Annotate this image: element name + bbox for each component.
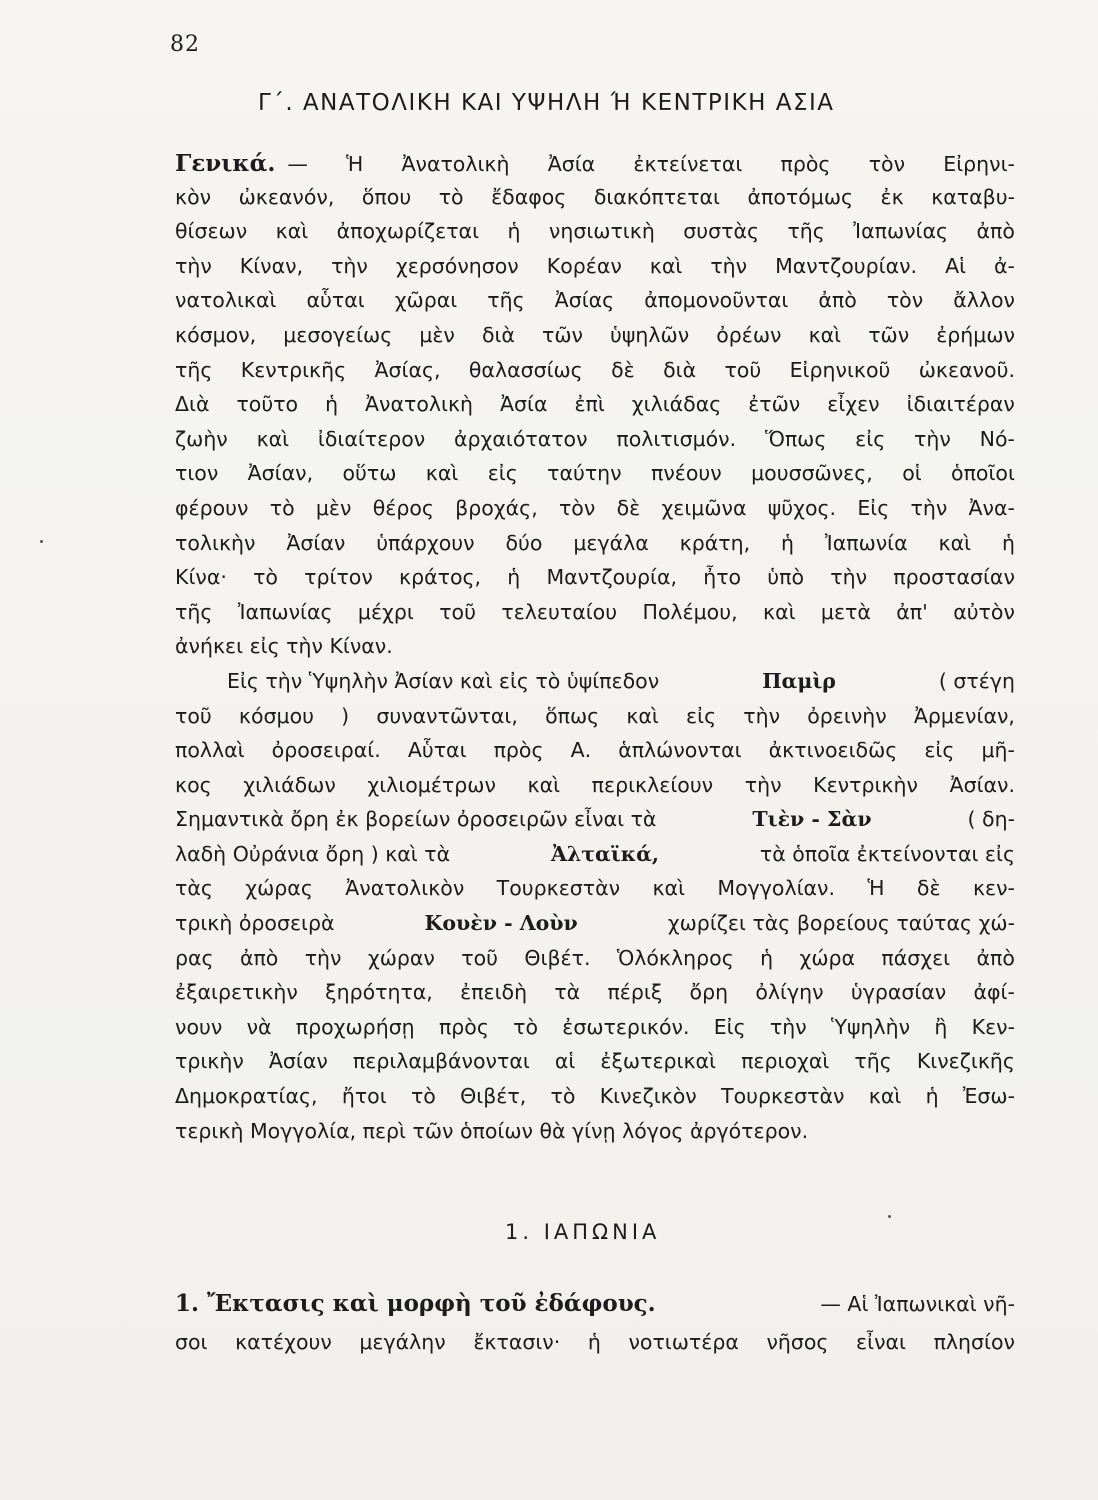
word: χῶραι (394, 288, 458, 313)
word: περιοχαὶ (741, 1049, 830, 1074)
word: περιλαμβάνονται (352, 1049, 530, 1074)
text-line (175, 1330, 1015, 1370)
word: Ἰαπωνία (824, 530, 908, 555)
word: ἔκτασιν· (473, 1330, 561, 1354)
text-fragment: ( στέγη (938, 668, 1015, 693)
word: ἡ (781, 530, 795, 555)
word: καὶ (652, 876, 686, 901)
word: ἰδιαίτερον (317, 426, 426, 451)
word: καὶ (527, 772, 561, 797)
word: Εἰρηνι- (943, 152, 1015, 176)
word: νατολικαὶ (175, 288, 277, 313)
word: Ἀσίαν (286, 530, 346, 555)
text-line (175, 219, 1015, 254)
word: Ἐσω- (962, 1084, 1015, 1109)
word: ἀ- (994, 253, 1015, 278)
text-line (175, 358, 1015, 393)
text-fragment: λαδὴ Οὐράνια ὄρη ) καὶ τὰ (175, 841, 451, 866)
word: τὸ (253, 565, 278, 590)
word: Μογγολίαν. (717, 876, 835, 901)
text-fragment: Σημαντικὰ ὄρη ἐκ βορείων ὀροσειρῶν εἶναι τὰ (175, 807, 657, 832)
word: ταύτην (547, 461, 622, 486)
word: Κινεζικὸν (599, 1084, 697, 1109)
word: μετὰ (820, 599, 871, 624)
scan-speck (40, 540, 43, 543)
word: τὸν (558, 495, 596, 520)
word: βροχάς, (455, 495, 538, 520)
word: ἄλλον (953, 288, 1015, 313)
word: καὶ (275, 219, 309, 244)
word: τρίτον (304, 565, 373, 590)
word: ὑγρασίαν (850, 980, 947, 1005)
word: μὲν (315, 495, 352, 520)
text-fragment: τρικὴ ὀροσειρὰ (175, 911, 335, 936)
word: πάσχει (881, 945, 951, 970)
word: τὴν (331, 253, 368, 278)
word: Τουρκεστὰν (721, 1084, 845, 1109)
word: πλησίον (933, 1330, 1015, 1354)
word: Ἡ (867, 876, 885, 901)
word: ἐκτείνεται (633, 152, 743, 176)
place-name-altai: Ἀλταϊκά, (550, 841, 660, 866)
word: θέρος (372, 495, 434, 520)
word: προστασίαν (893, 565, 1015, 590)
word: τοῦ (461, 945, 499, 970)
word: ὠκεανόν, (238, 184, 335, 209)
word: αὐτὸν (953, 599, 1015, 624)
word: ὁποῖοι (951, 461, 1015, 486)
word: ἐτῶν (748, 392, 801, 417)
word: ὀρέων (716, 322, 782, 347)
word: τὸ (513, 1014, 539, 1039)
word: ἡ (325, 392, 339, 417)
word: τοῦ (724, 357, 762, 382)
word: διὰ (663, 357, 697, 382)
word: μὲν (419, 322, 455, 347)
word: τολικὴν (175, 530, 256, 555)
text-line (175, 496, 1015, 531)
word: καὶ (938, 530, 972, 555)
word: αἱ (554, 1049, 576, 1074)
text-line (175, 704, 1015, 739)
word: ἐπὶ (574, 392, 605, 417)
word: θίσεων (175, 219, 248, 244)
word: ἐκ (880, 184, 904, 209)
word: Εἰς (713, 1014, 746, 1039)
word: καὶ (425, 461, 459, 486)
text-fragment: ( δη- (967, 807, 1015, 832)
word: ) (341, 703, 350, 728)
word: τὴν (304, 945, 342, 970)
word: τὰς (175, 876, 213, 901)
word: ὀροσειραί. (271, 738, 381, 763)
word: χερσόνησον (395, 253, 519, 278)
word: Κίνα· (175, 565, 227, 590)
subsection (175, 1290, 1015, 1370)
word: κόσμον, (175, 322, 257, 347)
word: τὴν (710, 253, 748, 278)
section-heading: 1. ΙΑΠΩΝΙΑ (505, 1220, 661, 1244)
word: πνέουν (651, 461, 722, 486)
word: Εἰρηνικοῦ (789, 357, 891, 382)
word: τὸ (269, 495, 295, 520)
word: τὸ (410, 1084, 436, 1109)
word: ἐσωτερικόν. (562, 1014, 690, 1039)
word: ἡ (760, 945, 774, 970)
word: ἡ (507, 219, 521, 244)
text-line (175, 461, 1015, 496)
word: διὰ (481, 322, 515, 347)
word: ὅπως (545, 703, 600, 728)
word: καὶ (808, 322, 842, 347)
word: Ἀσίας (554, 288, 615, 313)
word: Ἀσία (500, 392, 548, 417)
word: τῆς (854, 1049, 892, 1074)
text-line (175, 738, 1015, 773)
word: τιον (175, 461, 219, 486)
word: Τουρκεστὰν (496, 876, 621, 901)
word: τὴν (769, 1014, 807, 1039)
place-name-pamir: Παμὶρ (762, 668, 836, 693)
text-line (175, 876, 1015, 911)
word: μουσσῶνες, (751, 461, 873, 486)
word: αὗται (306, 288, 365, 313)
word: φέρουν (175, 495, 249, 520)
word: νουν (175, 1014, 223, 1039)
text-fragment: τὰ ὁποῖα ἐκτείνονται εἰς (759, 841, 1015, 866)
word: καὶ (626, 703, 659, 728)
word: Ἀνατολικὸν (345, 876, 465, 901)
word: Ἀσίαν, (247, 461, 314, 486)
word: Εἰς (857, 495, 890, 520)
word: Κίναν, (239, 253, 304, 278)
word: μεγάλα (573, 530, 649, 555)
word: μεγάλην (359, 1330, 446, 1354)
word: Ἀσίας, (374, 357, 441, 382)
body-text (175, 150, 1015, 1153)
word: πρὸς (780, 152, 831, 176)
word: εἰς (686, 703, 717, 728)
word: χιλιάδων (243, 772, 336, 797)
word: τῆς (175, 599, 213, 624)
word: χώρα (799, 945, 856, 970)
word: πολιτισμόν. (616, 426, 737, 451)
word: κατέχουν (235, 1330, 332, 1354)
word: ἦτο (703, 565, 742, 590)
word: τρικὴν (175, 1049, 244, 1074)
word: Δημοκρατίας, (175, 1084, 318, 1109)
word: τοῦτο (236, 392, 299, 417)
text-fragment: χωρίζει τὰς βορείους ταύτας χώ- (667, 911, 1015, 936)
text-line (175, 600, 1015, 635)
chapter-heading: Γ΄. ΑΝΑΤΟΛΙΚΗ ΚΑΙ ΥΨΗΛΗ Ή ΚΕΝΤΡΙΚΗ ΑΣΙΑ (258, 90, 835, 116)
word: τῶν (868, 322, 910, 347)
word: ἡ (507, 565, 521, 590)
word: μέχρι (357, 599, 414, 624)
word: περικλείουν (591, 772, 714, 797)
word: ἀπὸ (976, 219, 1015, 244)
text-line (175, 288, 1015, 323)
word: τὸ (550, 1084, 576, 1109)
word: Ἀσίαν. (949, 772, 1015, 797)
text-line (175, 807, 1015, 842)
word: Ἀνα- (968, 495, 1015, 520)
word: ἀποχωρίζεται (336, 219, 480, 244)
word: Κεντρικὴν (813, 772, 918, 797)
word: τοῦ (439, 599, 476, 624)
text-line (175, 1290, 1015, 1330)
word: προχωρήσῃ (295, 1014, 415, 1039)
word: κὸν (175, 184, 212, 209)
word: Κεντρικῆς (240, 357, 347, 382)
word: Ὑψηλὴν (830, 1014, 911, 1039)
word: ὑπάρχουν (376, 530, 475, 555)
word: πέριξ (607, 980, 663, 1005)
word: ὑπὸ (767, 565, 805, 590)
word: τοῦ (175, 703, 212, 728)
text-line (175, 1049, 1015, 1084)
word: ζωὴν (175, 426, 228, 451)
text-fragment: Εἰς τὴν Ὑψηλὴν Ἀσίαν καὶ εἰς τὸ ὑψίπεδον (227, 668, 660, 693)
word: Ἀνατολικὴ (401, 152, 510, 176)
word: τὴν (744, 772, 782, 797)
word: ἀπὸ (239, 945, 279, 970)
word: Αἱ (945, 253, 967, 278)
word: πρὸς (493, 738, 544, 763)
text-line (175, 946, 1015, 981)
word: Θιβέτ. (524, 945, 591, 970)
word: οἱ (902, 461, 922, 486)
word: σοι (175, 1330, 208, 1354)
word: ρας (175, 945, 214, 970)
word: τὴν (910, 495, 948, 520)
word: καὶ (762, 599, 796, 624)
word: ὀρεινὴν (807, 703, 887, 728)
word: — (287, 152, 308, 176)
word: νὰ (246, 1014, 272, 1039)
word: τὴν (914, 426, 951, 451)
word: καταβυ- (931, 184, 1015, 209)
word: τῆς (787, 219, 825, 244)
word: Αὗται (407, 738, 467, 763)
word: κος (175, 772, 212, 797)
word: κράτος, (399, 565, 482, 590)
word: καὶ (868, 1084, 902, 1109)
word: ἐξωτερικαὶ (600, 1049, 717, 1074)
word: Μαντζουρία, (546, 565, 677, 590)
word: ἁπλώνονται (618, 738, 742, 763)
text-line: ἀνήκει εἰς τὴν Κίναν. (175, 634, 393, 659)
word: συστὰς (683, 219, 760, 244)
word: Ἀσίαν (268, 1049, 328, 1074)
word: τὸν (868, 152, 906, 176)
word: πολλαὶ (175, 738, 245, 763)
word: διακόπτεται (593, 184, 720, 209)
word: Διὰ (175, 392, 210, 417)
word: δὲ (611, 357, 635, 382)
word: ὑψηλῶν (610, 322, 690, 347)
word: Κεν- (971, 1014, 1015, 1039)
text-line (175, 392, 1015, 427)
word: ἡ (587, 1330, 601, 1354)
text-line (175, 323, 1015, 358)
word: τῆς (487, 288, 525, 313)
word: Μαντζουρίαν. (775, 253, 918, 278)
word: μεσογείως (283, 322, 393, 347)
text-line (175, 669, 1015, 704)
word: κόσμου (238, 703, 314, 728)
word: ὄρη (689, 980, 729, 1005)
text-fragment: — Αἱ Ἰαπωνικαὶ νῆ- (820, 1292, 1015, 1316)
word: Α. (570, 738, 592, 763)
word: ἐρήμων (936, 322, 1015, 347)
word: Κορέαν (546, 253, 622, 278)
word: ἔδαφος (491, 184, 567, 209)
scan-speck (888, 1215, 891, 1218)
text-line (175, 531, 1015, 566)
word: Κινεζικῆς (916, 1049, 1015, 1074)
word: εἶναι (856, 1330, 906, 1354)
word: καὶ (256, 426, 290, 451)
word: τελευταίου (501, 599, 618, 624)
text-line (175, 150, 1015, 185)
word: τὴν (830, 565, 868, 590)
word: δὲ (616, 495, 641, 520)
word: πρὸς (438, 1014, 489, 1039)
word: ἀπὸ (818, 288, 857, 313)
word: νῆσος (766, 1330, 829, 1354)
word: ἀπομονοῦνται (644, 288, 789, 313)
word: Νό- (979, 426, 1015, 451)
word: ξηρότητα, (325, 980, 433, 1005)
place-name-kunlun: Κουὲν - Λοὺν (424, 911, 578, 936)
word: ἰδιαιτέραν (906, 392, 1015, 417)
subsection-title: 1. Ἔκτασις καὶ μορφὴ τοῦ ἐδάφους. (175, 1290, 656, 1317)
word: τῆς (175, 357, 213, 382)
word: Πολέμου, (642, 599, 738, 624)
word: χιλιομέτρων (367, 772, 496, 797)
word: δύο (505, 530, 543, 555)
lead-word: Γενικά. (175, 150, 276, 177)
word: Ἀνατολικὴ (365, 392, 474, 417)
word: νησιωτικὴ (548, 219, 655, 244)
text-line (175, 773, 1015, 808)
word: συναντῶνται, (376, 703, 518, 728)
word: ὠκεανοῦ. (918, 357, 1015, 382)
word: τὸν (886, 288, 924, 313)
text-line (175, 185, 1015, 220)
word: εἰς (855, 426, 886, 451)
word: ὅπου (361, 184, 412, 209)
word: νοτιωτέρα (628, 1330, 739, 1354)
text-line (175, 842, 1015, 877)
word: χιλιάδας (631, 392, 722, 417)
text-fragment (287, 152, 1015, 176)
page-number: 82 (170, 32, 200, 57)
word: ἤτοι (341, 1084, 387, 1109)
word: Ἰαπωνίας (853, 219, 949, 244)
word: Ἡ (346, 152, 364, 176)
word: τῶν (542, 322, 583, 347)
word: εἰς (924, 738, 955, 763)
text-line: τερικὴ Μογγολία, περὶ τῶν ὁποίων θὰ γίνῃ λόγος ἀργότερον. (175, 1118, 809, 1143)
word: ἀπὸ (976, 945, 1015, 970)
text-line (175, 911, 1015, 946)
word: κεν- (972, 876, 1015, 901)
text-line (175, 980, 1015, 1015)
word: Ἀρμενίαν, (913, 703, 1015, 728)
word: Θιβέτ, (460, 1084, 527, 1109)
place-name-tien-shan: Τιὲν - Σὰν (752, 807, 872, 832)
text-line (175, 1084, 1015, 1119)
word: καὶ (649, 253, 683, 278)
word: ἀρχαιότατον (454, 426, 588, 451)
word: δὲ (916, 876, 941, 901)
word: ἢ (934, 1014, 948, 1039)
word: ἀπ' (896, 599, 928, 624)
word: τὴν (743, 703, 781, 728)
word: ὀλίγην (755, 980, 824, 1005)
word: ἡ (925, 1084, 939, 1109)
word: Ἀσία (547, 152, 596, 176)
word: εἰς (487, 461, 518, 486)
text-line (175, 1015, 1015, 1050)
text-line (175, 565, 1015, 600)
word: ἐξαιρετικὴν (175, 980, 298, 1005)
text-line (175, 254, 1015, 289)
word: τὸ (438, 184, 464, 209)
word: χειμῶνα (661, 495, 747, 520)
word: ἡ (1001, 530, 1015, 555)
word: μῆ- (981, 738, 1015, 763)
word: Ὅπως (764, 426, 827, 451)
word: ἐπειδὴ (460, 980, 528, 1005)
word: Ὁλόκληρος (616, 945, 734, 970)
word: χώρας (245, 876, 313, 901)
word: ἀποτόμως (747, 184, 854, 209)
word: οὕτω (342, 461, 397, 486)
word: ἀκτινοειδῶς (768, 738, 898, 763)
word: Ἰαπωνίας (237, 599, 333, 624)
word: χώραν (367, 945, 435, 970)
word: εἶχεν (827, 392, 880, 417)
word: ἀφί- (973, 980, 1015, 1005)
word: τὴν (175, 253, 212, 278)
word: κράτη, (679, 530, 751, 555)
text-line (175, 427, 1015, 462)
word: θαλασσίως (468, 357, 583, 382)
word: τὰ (554, 980, 581, 1005)
word: ψῦχος. (767, 495, 837, 520)
